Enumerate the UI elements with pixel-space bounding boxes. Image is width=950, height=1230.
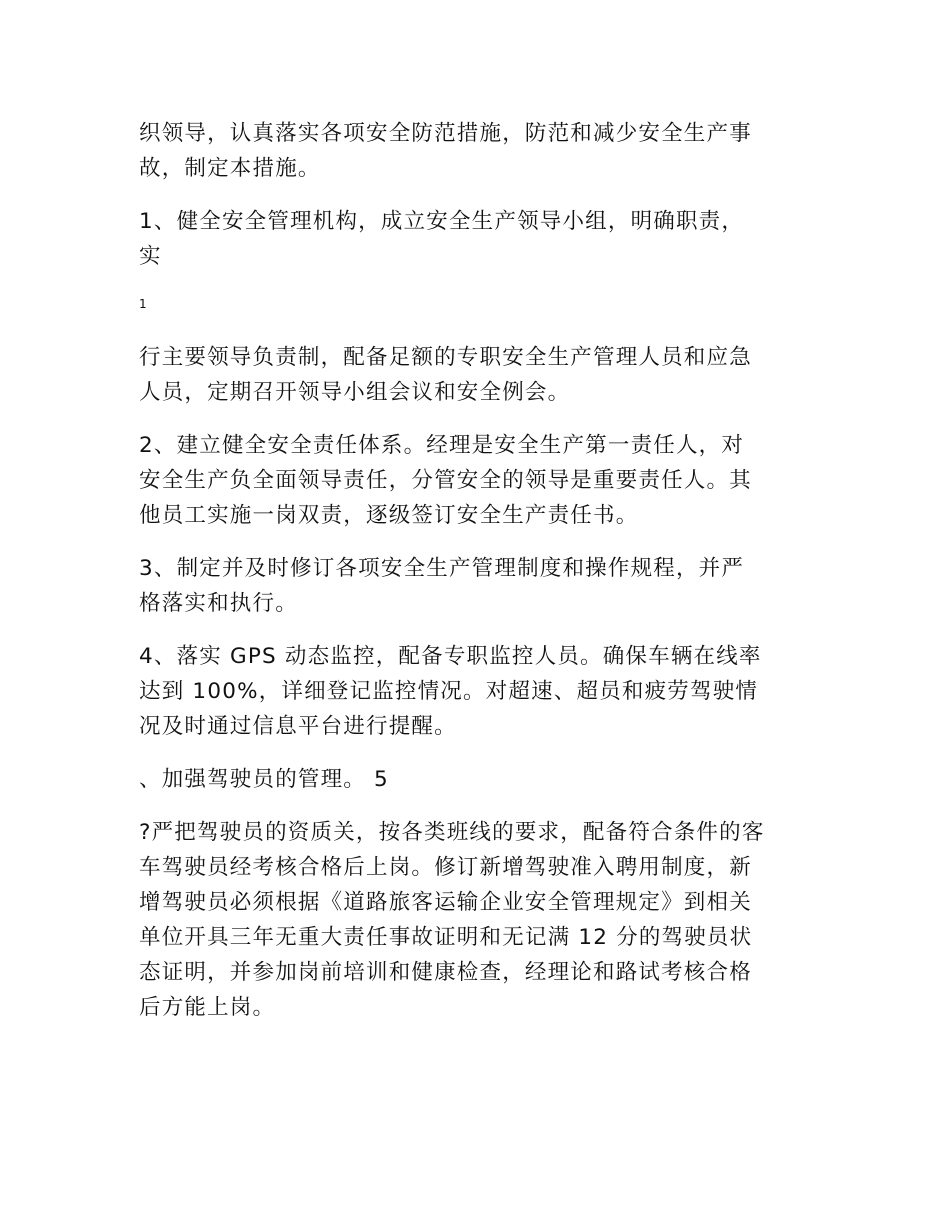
paragraph-line: 实 — [139, 244, 162, 269]
paragraph — [139, 639, 817, 744]
paragraph-line: 单位开具三年无重大责任事故证明和无记满 12 分的驾驶员状 — [139, 925, 753, 950]
paragraph — [139, 815, 817, 1025]
document-body — [139, 116, 817, 1025]
paragraph-line: 人员，定期召开领导小组会议和安全例会。 — [139, 380, 571, 405]
paragraph-line: 车驾驶员经考核合格后上岗。修订新增驾驶准入聘用制度，新 — [139, 855, 752, 880]
paragraph-line: 故，制定本措施。 — [139, 156, 321, 181]
paragraph-line: 态证明，并参加岗前培训和健康检查，经理论和路试考核合格 — [139, 960, 752, 985]
paragraph — [139, 551, 817, 621]
paragraph-line: 他员工实施一岗双责，逐级签订安全生产责任书。 — [139, 503, 639, 528]
paragraph-line: 格落实和执行。 — [139, 591, 298, 616]
paragraph — [139, 428, 817, 533]
paragraph-line: 3、制定并及时修订各项安全生产管理制度和操作规程，并严 — [139, 556, 745, 581]
document-page — [139, 116, 817, 1043]
paragraph-line: 况及时通过信息平台进行提醒。 — [139, 714, 457, 739]
paragraph — [139, 204, 817, 274]
paragraph-line: 行主要领导负责制，配备足额的专职安全生产管理人员和应急 — [139, 345, 752, 370]
paragraph-line: 1、健全安全管理机构，成立安全生产领导小组，明确职责， — [139, 209, 745, 234]
paragraph-line: 4、落实 GPS 动态监控，配备专职监控人员。确保车辆在线率 — [139, 644, 762, 669]
paragraph — [139, 762, 817, 797]
paragraph-line: 达到 100%，详细登记监控情况。对超速、超员和疲劳驾驶情 — [139, 679, 759, 704]
paragraph-line: 安全生产负全面领导责任，分管安全的领导是重要责任人。其 — [139, 468, 752, 493]
page-number — [139, 292, 817, 324]
paragraph — [139, 340, 817, 410]
paragraph — [139, 116, 817, 186]
paragraph-line: 后方能上岗。 — [139, 995, 276, 1020]
paragraph-line: 织领导，认真落实各项安全防范措施，防范和减少安全生产事 — [139, 121, 752, 146]
page-number-text: 1 — [139, 297, 147, 311]
paragraph-line: 、加强驾驶员的管理。 5 — [139, 767, 389, 792]
paragraph-line: 增驾驶员必须根据《道路旅客运输企业安全管理规定》到相关 — [139, 890, 752, 915]
paragraph-line: ?严把驾驶员的资质关，按各类班线的要求，配备符合条件的客 — [139, 820, 765, 845]
paragraph-line: 2、建立健全安全责任体系。经理是安全生产第一责任人，对 — [139, 433, 745, 458]
